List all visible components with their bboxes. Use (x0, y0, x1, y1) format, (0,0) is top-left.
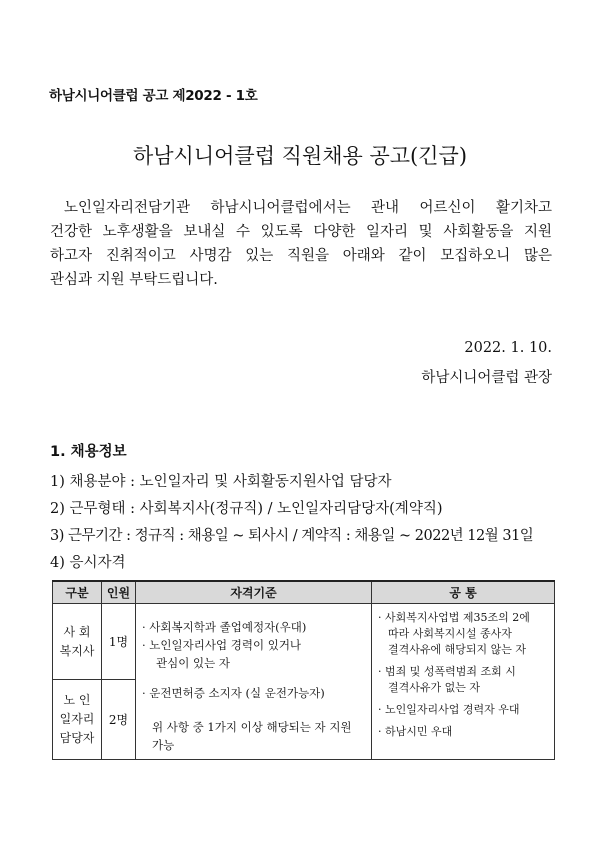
intro-line: 건강한 노후생활을 보내실 수 있도록 다양한 일자리 및 사회활동을 지원 (50, 224, 552, 240)
item-qualification: 4) 응시자격 (50, 555, 126, 571)
header-division: 구분 (53, 581, 102, 604)
common-line: · 사회복지사업법 제35조의 2에 따라 사회복지시설 종사자 결격사유에 해당되지 않는 자 (378, 611, 530, 656)
item-work-period: 3) 근무기간 : 정규직 : 채용일 ~ 퇴사시 / 계약직 : 채용일 ~ 2022년 12월 31일 (50, 528, 534, 544)
division-social-worker: 사 회 복지사 (53, 604, 102, 680)
section-title-recruitment-info: 1. 채용정보 (50, 444, 127, 460)
intro-line: 관심과 지원 부탁드립니다. (50, 272, 218, 288)
criteria-line: · 노인일자리사업 경력이 있거나 (142, 637, 302, 652)
common-line: · 범죄 및 성폭력범죄 조회 시 결격사유가 없는 자 (378, 665, 516, 694)
division-senior-job: 노 인 일자리 담당자 (53, 680, 102, 760)
document-title: 하남시니어클럽 직원채용 공고(긴급) (132, 144, 468, 168)
qualification-table (52, 580, 555, 760)
table-header-row (53, 581, 555, 604)
count-senior-job: 2명 (102, 680, 136, 760)
criteria-line: · 운전면허증 소지자 (실 운전가능자) (142, 685, 325, 700)
common-line: · 노인일자리사업 경력자 우대 (378, 703, 520, 716)
intro-line: 하고자 진취적이고 사명감 있는 직원을 아래와 같이 모집하오니 많은 (50, 248, 552, 264)
header-criteria: 자격기준 (136, 581, 372, 604)
intro-line: 노인일자리전담기관 하남시니어클럽에서는 관내 어르신이 활기차고 (64, 200, 552, 216)
header-common: 공 통 (372, 581, 555, 604)
issuer: 하남시니어클럽 관장 (421, 370, 552, 386)
item-field: 1) 채용분야 : 노인일자리 및 사회활동지원사업 담당자 (50, 474, 392, 490)
header-count: 인원 (102, 581, 136, 604)
criteria-line: 관심이 있는 자 (156, 655, 230, 670)
criteria-cell (136, 604, 372, 760)
item-employment-type: 2) 근무형태 : 사회복지사(정규직) / 노인일자리담당자(계약직) (50, 501, 443, 517)
common-cell (372, 604, 555, 760)
notice-number: 하남시니어클럽 공고 제2022 - 1호 (49, 88, 258, 104)
criteria-note: 위 사항 중 1가지 이상 해당되는 자 지원 가능 (152, 719, 352, 752)
table-row (53, 604, 555, 680)
criteria-line: · 사회복지학과 졸업예정자(우대) (142, 619, 307, 634)
count-social-worker: 1명 (102, 604, 136, 680)
common-line: · 하남시민 우대 (378, 725, 453, 738)
notice-date: 2022. 1. 10. (464, 340, 552, 356)
intro-paragraph (50, 196, 552, 292)
